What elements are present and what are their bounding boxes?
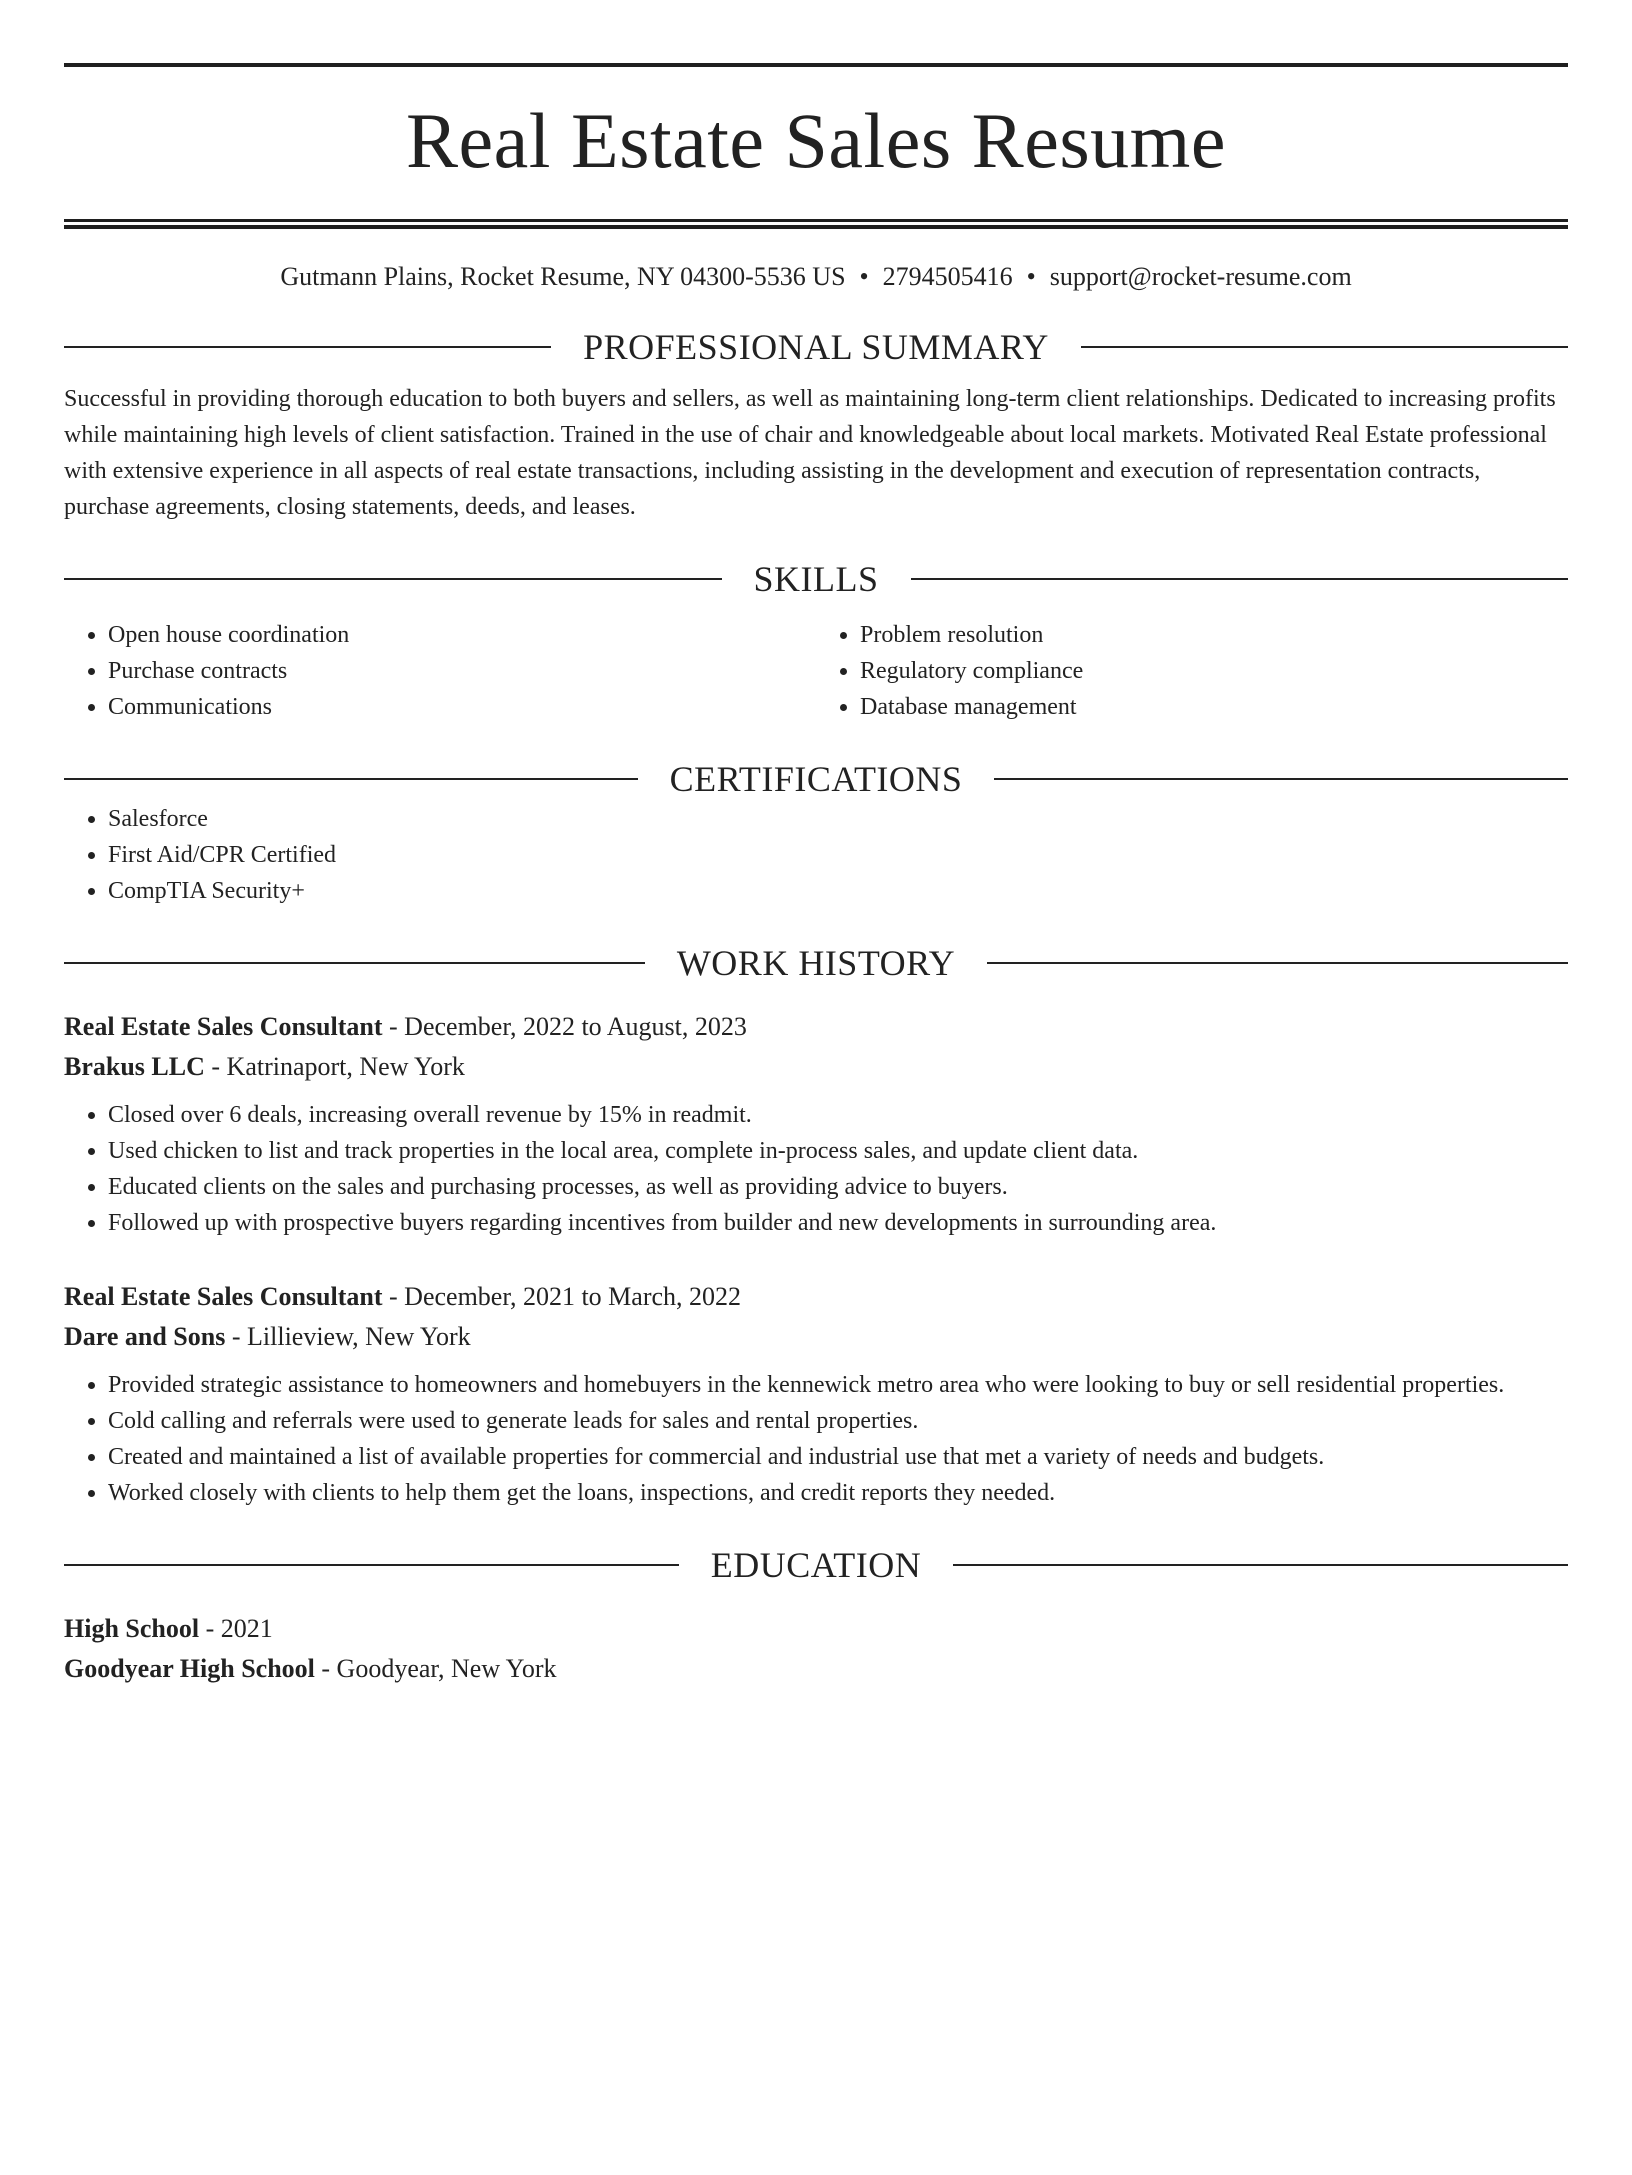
education-section-header [64,1543,1568,1587]
certifications-heading: CERTIFICATIONS [669,759,963,799]
skill-item: • Communications [108,689,816,725]
skill-item: • Problem resolution [860,617,1568,653]
work-section-header [64,941,1568,985]
divider-line [64,1564,679,1566]
job-bullet: • Closed over 6 deals, increasing overall revenue by 15% in readmit. [108,1097,1568,1133]
job-company-line [64,1047,1568,1087]
divider-line [994,778,1568,780]
job-bullet: • Worked closely with clients to help them get the loans, inspections, and credit reports they needed. [108,1475,1568,1511]
certification-item: • Salesforce [108,801,1568,837]
skill-item: • Purchase contracts [108,653,816,689]
title-double-rule [64,219,1568,229]
job-title: Real Estate Sales Consultant [64,1282,383,1311]
job-title: Real Estate Sales Consultant [64,1012,383,1041]
skills-section-header [64,557,1568,601]
certification-item: • CompTIA Security+ [108,873,1568,909]
job-company: Brakus LLC [64,1052,205,1081]
divider-line [64,346,551,348]
contact-separator: • [859,262,869,291]
education-school-line [64,1649,1568,1689]
job-entry [64,1007,1568,1241]
divider-line [987,962,1568,964]
skill-item: • Open house coordination [108,617,816,653]
resume-page [0,63,1632,2175]
job-bullet: • Created and maintained a list of available properties for commercial and industrial use that met a variety of needs and budgets. [108,1439,1568,1475]
job-location: - Lillieview, New York [225,1322,471,1351]
education-school: Goodyear High School [64,1654,315,1683]
skills-heading: SKILLS [753,559,879,599]
divider-line [1081,346,1568,348]
divider-line [64,778,638,780]
education-entry [64,1609,1568,1689]
job-dates: - December, 2022 to August, 2023 [382,1012,747,1041]
job-location: - Katrinaport, New York [204,1052,465,1081]
skills-column-right [816,617,1568,725]
contact-email: support@rocket-resume.com [1049,262,1352,291]
job-bullets [64,1367,1568,1511]
divider-line [953,1564,1568,1566]
top-rule [64,63,1568,67]
contact-phone: 2794505416 [882,262,1013,291]
summary-section-header [64,325,1568,369]
resume-title: Real Estate Sales Resume [406,97,1226,184]
contact-line [64,261,1568,293]
divider-line [64,962,645,964]
job-bullets [64,1097,1568,1241]
summary-heading: PROFESSIONAL SUMMARY [583,327,1049,367]
skill-item: • Database management [860,689,1568,725]
divider-line [911,578,1569,580]
skill-item: • Regulatory compliance [860,653,1568,689]
job-dates: - December, 2021 to March, 2022 [382,1282,742,1311]
education-location: - Goodyear, New York [314,1654,557,1683]
education-degree-line [64,1609,1568,1649]
contact-address: Gutmann Plains, Rocket Resume, NY 04300-5536 US [280,262,846,291]
summary-text: Successful in providing thorough education to both buyers and sellers, as well as maintaining long-term client relationships. Dedicated to increasing profits while maintaining high levels of client satisfaction. Trained in the use of chair and knowledgeable about local markets. Motivated Real Estate professional with extensive experience in all aspects of real estate transactions, including assisting in the development and execution of representation contracts, purchase agreements, closing statements, deeds, and leases. [64,386,1556,520]
education-degree: High School [64,1614,200,1643]
education-year: - 2021 [199,1614,273,1643]
job-title-line [64,1007,1568,1047]
skills-column-left [64,617,816,725]
job-entry [64,1277,1568,1511]
job-company-line [64,1317,1568,1357]
education-heading: EDUCATION [710,1545,922,1585]
job-bullet: • Educated clients on the sales and purchasing processes, as well as providing advice to buyers. [108,1169,1568,1205]
job-bullet: • Used chicken to list and track properties in the local area, complete in-process sales, and update client data. [108,1133,1568,1169]
job-bullet: • Provided strategic assistance to homeowners and homebuyers in the kennewick metro area who were looking to buy or sell residential properties. [108,1367,1568,1403]
work-heading: WORK HISTORY [676,943,956,983]
certifications-section-header [64,757,1568,801]
certifications-list [64,801,1568,909]
skills-grid [64,617,1568,725]
job-bullet: • Cold calling and referrals were used to generate leads for sales and rental properties. [108,1403,1568,1439]
job-bullet: • Followed up with prospective buyers regarding incentives from builder and new developments in surrounding area. [108,1205,1568,1241]
job-title-line [64,1277,1568,1317]
contact-separator: • [1026,262,1036,291]
job-company: Dare and Sons [64,1322,226,1351]
divider-line [64,578,722,580]
certification-item: • First Aid/CPR Certified [108,837,1568,873]
